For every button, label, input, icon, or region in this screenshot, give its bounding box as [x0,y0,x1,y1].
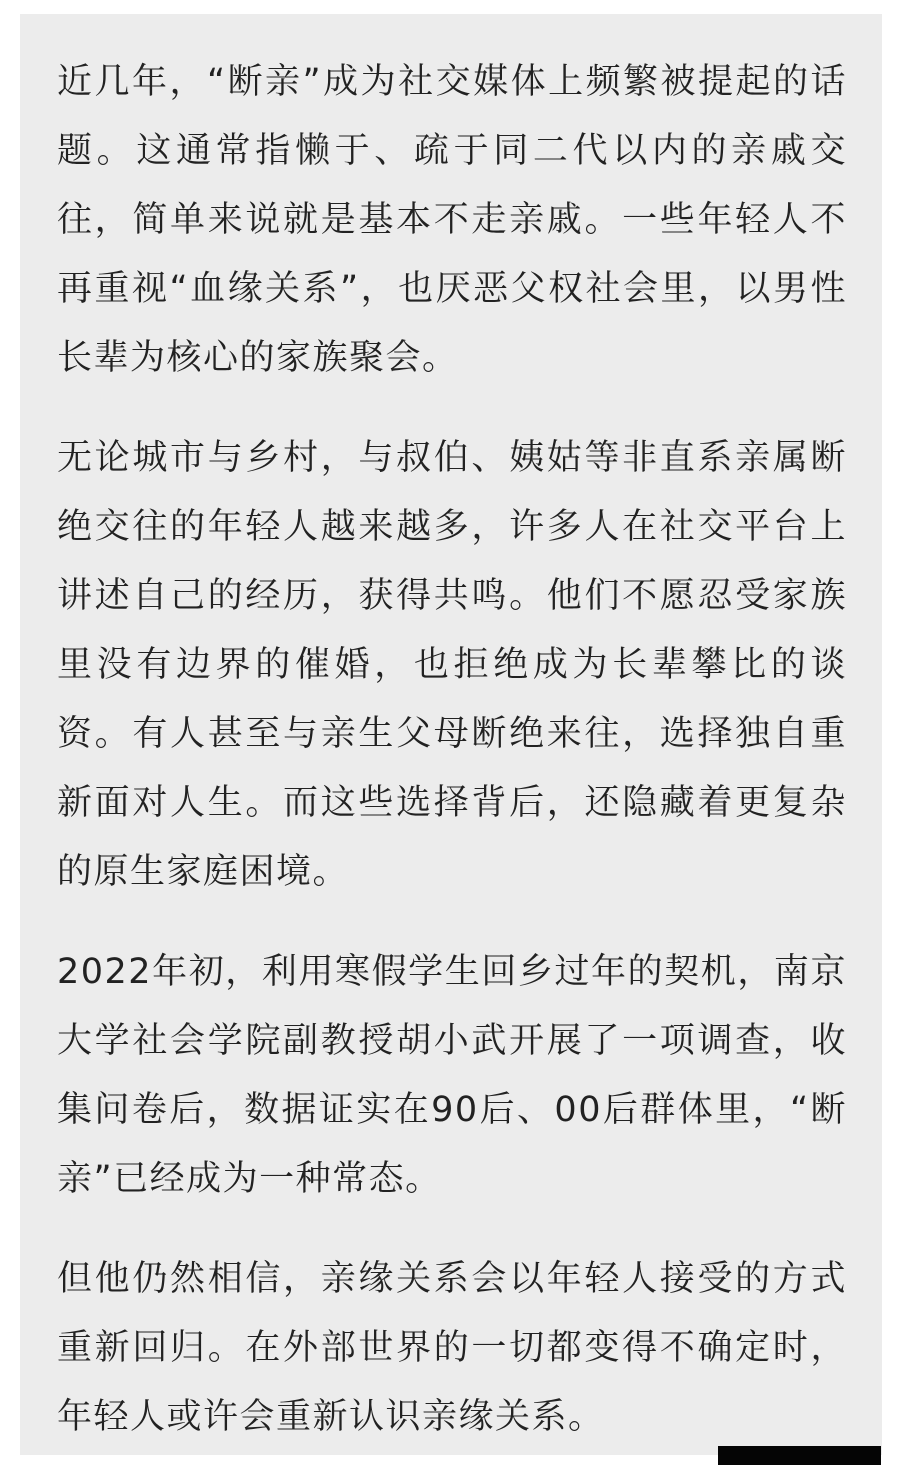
bottom-accent-bar [718,1446,881,1465]
article-card [20,14,882,1455]
paragraph-1: 近几年，“断亲”成为社交媒体上频繁被提起的话题。这通常指懒于、疏于同二代以内的亲戚交往，简单来说就是基本不走亲戚。一些年轻人不再重视“血缘关系”，也厌恶父权社会里，以男性长辈为核心的家族聚会。 [57,62,847,378]
paragraph-2: 无论城市与乡村，与叔伯、姨姑等非直系亲属断绝交往的年轻人越来越多，许多人在社交平台上讲述自己的经历，获得共鸣。他们不愿忍受家族里没有边界的催婚，也拒绝成为长辈攀比的谈资。有人甚至与亲生父母断绝来往，选择独自重新面对人生。而这些选择背后，还隐藏着更复杂的原生家庭困境。 [57,438,847,892]
paragraph-3: 2022年初，利用寒假学生回乡过年的契机，南京大学社会学院副教授胡小武开展了一项调查，收集问卷后，数据证实在90后、00后群体里，“断亲”已经成为一种常态。 [57,952,847,1199]
paragraph-4: 但他仍然相信，亲缘关系会以年轻人接受的方式重新回归。在外部世界的一切都变得不确定时，年轻人或许会重新认识亲缘关系。 [57,1259,847,1437]
article-body [57,48,847,1452]
